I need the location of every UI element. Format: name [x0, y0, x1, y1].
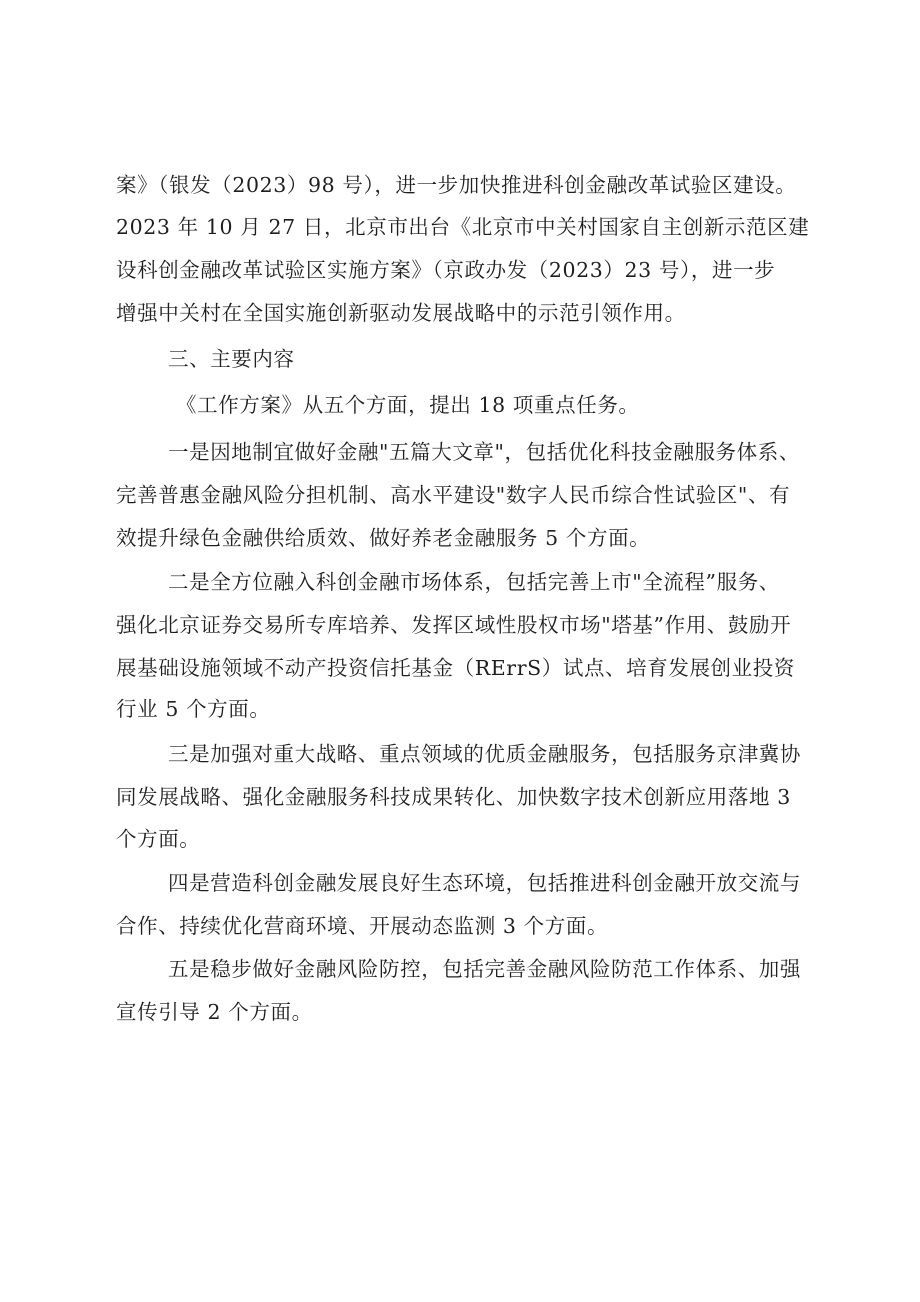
item1-line-1: 一是因地制宜做好金融"五篇大文章"，包括优化科技金融服务体系、	[168, 440, 800, 464]
item2-line-4: 行业 5 个方面。	[116, 697, 271, 721]
item2-line-1: 二是全方位融入科创金融市场体系，包括完善上市"全流程”服务、	[168, 570, 780, 594]
intro-line-2: 2023 年 10 月 27 日，北京市出台《北京市中关村国家自主创新示范区建	[116, 215, 810, 239]
item2-line-3: 展基础设施领域不动产投资信托基金（RErrS）试点、培育发展创业投资	[116, 656, 795, 680]
item4-line-1: 四是营造科创金融发展良好生态环境，包括推进科创金融开放交流与	[168, 871, 801, 895]
item1-line-3: 效提升绿色金融供给质效、做好养老金融服务 5 个方面。	[116, 526, 651, 550]
item1-line-2: 完善普惠金融风险分担机制、高水平建设"数字人民币综合性试验区"、有	[116, 483, 791, 507]
item3-line-3: 个方面。	[116, 827, 201, 851]
intro-line-3: 设科创金融改革试验区实施方案》（京政办发（2023）23 号），进一步	[116, 258, 776, 282]
summary-line: 《工作方案》从五个方面，提出 18 项重点任务。	[176, 393, 640, 417]
item5-line-2: 宣传引导 2 个方面。	[116, 1000, 313, 1024]
item3-line-1: 三是加强对重大战略、重点领域的优质金融服务，包括服务京津冀协	[168, 742, 801, 766]
item5-line-1: 五是稳步做好金融风险防控，包括完善金融风险防范工作体系、加强	[168, 957, 801, 981]
item2-line-2: 强化北京证券交易所专库培养、发挥区域性股权市场"塔基”作用、鼓励开	[116, 613, 792, 637]
intro-line-4: 增强中关村在全国实施创新驱动发展战略中的示范引领作用。	[116, 301, 686, 325]
intro-line-1: 案》（银发（2023）98 号），进一步加快推进科创金融改革试验区建设。	[116, 173, 797, 197]
section-heading: 三、主要内容	[168, 347, 295, 371]
item3-line-2: 同发展战略、强化金融服务科技成果转化、加快数字技术创新应用落地 3	[116, 785, 791, 809]
item4-line-2: 合作、持续优化营商环境、开展动态监测 3 个方面。	[116, 914, 609, 938]
